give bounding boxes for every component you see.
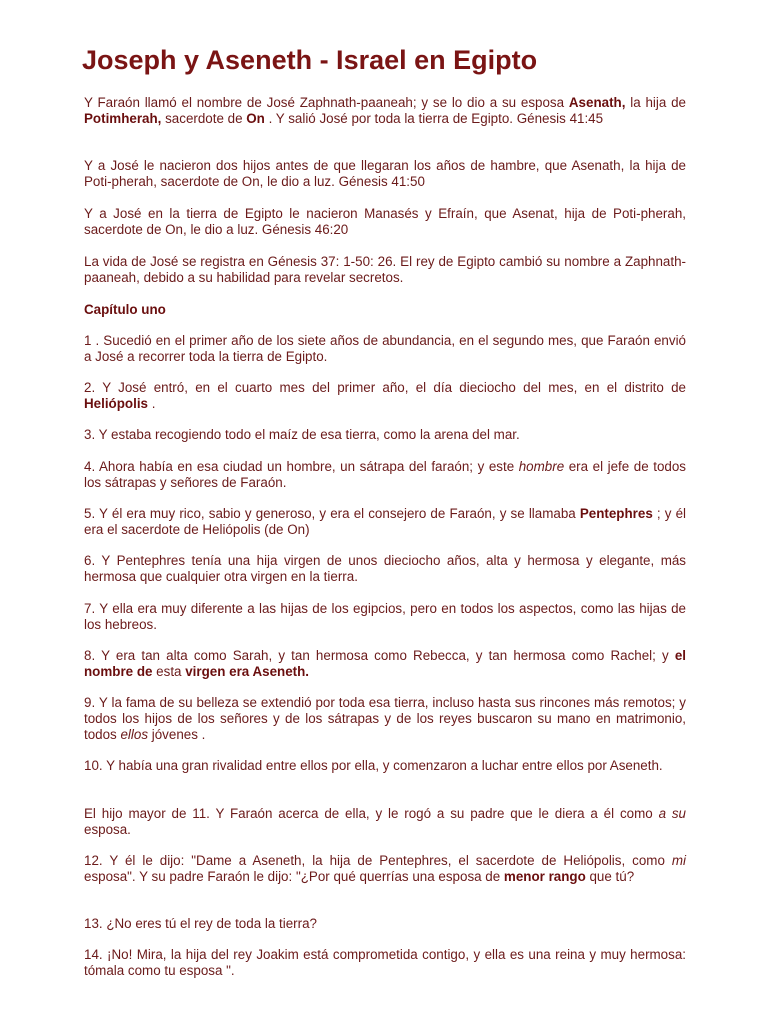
- verse-14: 14. ¡No! Mira, la hija del rey Joakim está comprometida contigo, y ella es una reina y muy hermosa: tómala como tu esposa ".: [84, 947, 686, 978]
- verse-3: 3. Y estaba recogiendo todo el maíz de esa tierra, como la arena del mar.: [84, 427, 520, 442]
- verse-4: 4. Ahora había en esa ciudad un hombre, un sátrapa del faraón; y este hombre era el jefe de todos los sátrapas y señores de Faraón.: [84, 459, 687, 490]
- intro-paragraph-2: Y a José le nacieron dos hijos antes de que llegaran los años de hambre, que Asenath, la hija de Poti-pherah, sacerdote de On, le dio a luz. Génesis 41:50: [84, 158, 686, 189]
- verse-8: 8. Y era tan alta como Sarah, y tan hermosa como Rebecca, y tan hermosa como Rachel; y el nombre de esta virgen era Aseneth.: [84, 648, 686, 679]
- verse-5: 5. Y él era muy rico, sabio y generoso, y era el consejero de Faraón, y se llamaba Pentephres ; y él era el sacerdote de Heliópolis (de On): [84, 506, 686, 537]
- verse-9: 9. Y la fama de su belleza se extendió por toda esa tierra, incluso hasta sus rincones más remotos; y todos los hijos de los señores y de los sátrapas y de los reyes buscaron su mano en matrimonio, todos ellos jóvenes .: [84, 695, 686, 742]
- verse-2: 2. Y José entró, en el cuarto mes del primer año, el día dieciocho del mes, en el distrito de Heliópolis .: [84, 380, 686, 411]
- verse-13: 13. ¿No eres tú el rey de toda la tierra?: [84, 916, 317, 931]
- verse-6: 6. Y Pentephres tenía una hija virgen de unos dieciocho años, alta y hermosa y elegante, más hermosa que cualquier otra virgen en la tierra.: [84, 553, 686, 584]
- verse-11: El hijo mayor de 11. Y Faraón acerca de ella, y le rogó a su padre que le diera a él como a su esposa.: [84, 806, 686, 837]
- intro-paragraph-1: Y Faraón llamó el nombre de José Zaphnath-paaneah; y se lo dio a su esposa Asenath, la hija de Potimherah, sacerdote de On . Y salió José por toda la tierra de Egipto. Génesis 41:45: [84, 95, 687, 126]
- verse-10: 10. Y había una gran rivalidad entre ellos por ella, y comenzaron a luchar entre ellos por Aseneth.: [84, 758, 663, 773]
- chapter-heading: Capítulo uno: [84, 302, 166, 317]
- intro-paragraph-3: Y a José en la tierra de Egipto le nacieron Manasés y Efraín, que Asenat, hija de Poti-pherah, sacerdote de On, le dio a luz. Génesis 46:20: [84, 206, 686, 237]
- verse-7: 7. Y ella era muy diferente a las hijas de los egipcios, pero en todos los aspectos, como las hijas de los hebreos.: [84, 601, 686, 632]
- page-title: Joseph y Aseneth - Israel en Egipto: [82, 45, 538, 75]
- verse-1: 1 . Sucedió en el primer año de los siete años de abundancia, en el segundo mes, que Faraón envió a José a recorrer toda la tierra de Egipto.: [84, 333, 686, 364]
- intro-paragraph-4: La vida de José se registra en Génesis 37: 1-50: 26. El rey de Egipto cambió su nombre a Zaphnath-paaneah, debido a su habilidad para revelar secretos.: [84, 254, 686, 285]
- verse-12: 12. Y él le dijo: "Dame a Aseneth, la hija de Pentephres, el sacerdote de Heliópolis, como mi esposa". Y su padre Faraón le dijo: "¿Por qué querrías una esposa de menor rango que tú?: [84, 853, 686, 884]
